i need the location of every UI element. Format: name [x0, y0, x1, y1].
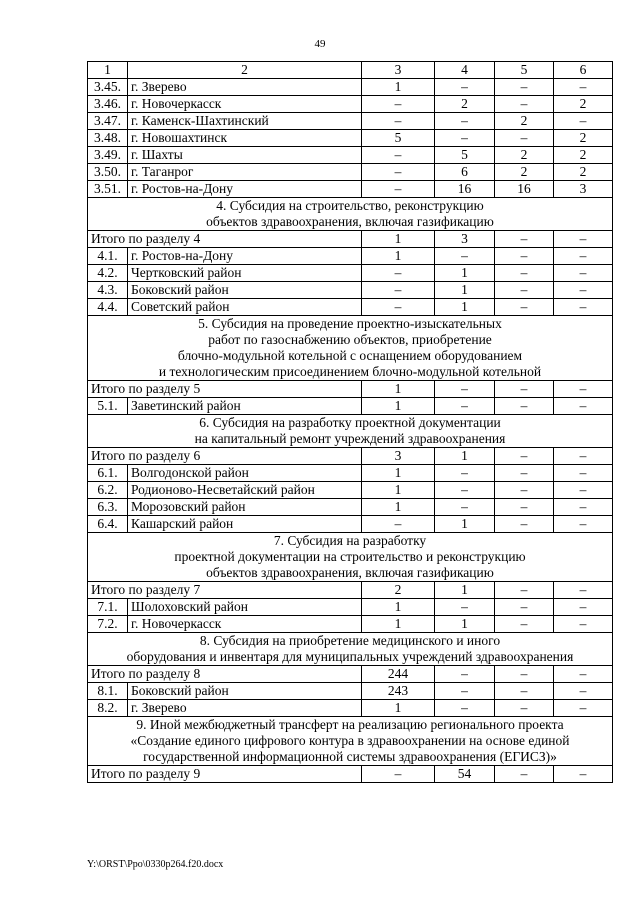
- value-cell: –: [435, 113, 495, 130]
- section-heading: [88, 717, 613, 766]
- value-cell: –: [435, 599, 495, 616]
- row-name: Кашарский район: [128, 516, 362, 533]
- value-cell: –: [495, 248, 554, 265]
- value-cell: 2: [554, 147, 613, 164]
- value-cell: –: [495, 616, 554, 633]
- table-row: [88, 599, 613, 616]
- value-cell: –: [495, 766, 554, 783]
- table-row: [88, 265, 613, 282]
- value-cell: 54: [435, 766, 495, 783]
- value-cell: –: [495, 398, 554, 415]
- row-number: 8.1.: [88, 683, 128, 700]
- value-cell: –: [554, 516, 613, 533]
- value-cell: 1: [362, 79, 435, 96]
- total-label: Итого по разделу 9: [88, 766, 362, 783]
- row-number: 6.1.: [88, 465, 128, 482]
- value-cell: –: [435, 683, 495, 700]
- row-name: г. Новочеркасск: [128, 96, 362, 113]
- value-cell: –: [495, 683, 554, 700]
- value-cell: 1: [362, 465, 435, 482]
- section-heading-line: объектов здравоохранения, включая газификацию: [206, 214, 494, 229]
- value-cell: –: [495, 465, 554, 482]
- value-cell: 3: [554, 181, 613, 198]
- value-cell: –: [495, 265, 554, 282]
- table-row: [88, 516, 613, 533]
- value-cell: –: [362, 147, 435, 164]
- value-cell: –: [495, 381, 554, 398]
- row-name: Чертковский район: [128, 265, 362, 282]
- value-cell: 1: [362, 599, 435, 616]
- section-heading-line: 6. Субсидия на разработку проектной документации: [199, 415, 501, 430]
- value-cell: –: [362, 282, 435, 299]
- value-cell: 3: [362, 448, 435, 465]
- value-cell: –: [554, 666, 613, 683]
- section-heading-line: оборудования и инвентаря для муниципальных учреждений здравоохранения: [126, 649, 574, 664]
- row-name: Шолоховский район: [128, 599, 362, 616]
- value-cell: –: [362, 299, 435, 316]
- row-number: 5.1.: [88, 398, 128, 415]
- value-cell: –: [554, 113, 613, 130]
- table-row: [88, 248, 613, 265]
- row-name: г. Новочеркасск: [128, 616, 362, 633]
- row-number: 4.3.: [88, 282, 128, 299]
- row-number: 7.1.: [88, 599, 128, 616]
- value-cell: –: [554, 683, 613, 700]
- value-cell: 1: [435, 582, 495, 599]
- value-cell: 2: [495, 113, 554, 130]
- section-heading-line: и технологическим присоединением блочно-модульной котельной: [158, 364, 542, 379]
- section-heading-row: [88, 717, 613, 766]
- value-cell: –: [554, 465, 613, 482]
- header-cell: 2: [128, 62, 362, 79]
- section-heading-line: блочно-модульной котельной с оснащением оборудованием: [177, 348, 523, 363]
- value-cell: –: [495, 79, 554, 96]
- value-cell: –: [554, 299, 613, 316]
- row-name: Заветинский район: [128, 398, 362, 415]
- row-number: 3.45.: [88, 79, 128, 96]
- value-cell: –: [495, 700, 554, 717]
- value-cell: –: [435, 666, 495, 683]
- value-cell: 16: [495, 181, 554, 198]
- value-cell: 2: [554, 164, 613, 181]
- row-name: Морозовский район: [128, 499, 362, 516]
- value-cell: 1: [362, 398, 435, 415]
- value-cell: 16: [435, 181, 495, 198]
- value-cell: 6: [435, 164, 495, 181]
- section-heading: [88, 533, 613, 582]
- section-total-row: [88, 582, 613, 599]
- value-cell: –: [554, 231, 613, 248]
- value-cell: –: [554, 248, 613, 265]
- footer-file-path: Y:\ORST\Ppo\0330p264.f20.docx: [87, 859, 224, 870]
- value-cell: –: [435, 465, 495, 482]
- value-cell: 1: [362, 700, 435, 717]
- value-cell: 1: [435, 282, 495, 299]
- section-heading-line: «Создание единого цифрового контура в здравоохранении на основе единой: [130, 733, 570, 748]
- table-row: [88, 79, 613, 96]
- value-cell: 3: [435, 231, 495, 248]
- table-row: [88, 164, 613, 181]
- row-number: 3.49.: [88, 147, 128, 164]
- value-cell: 1: [362, 381, 435, 398]
- header-cell: 1: [88, 62, 128, 79]
- section-heading-line: 8. Субсидия на приобретение медицинского и иного: [199, 633, 501, 648]
- value-cell: –: [554, 482, 613, 499]
- total-label: Итого по разделу 5: [88, 381, 362, 398]
- value-cell: 1: [435, 616, 495, 633]
- table-row: [88, 130, 613, 147]
- value-cell: 2: [435, 96, 495, 113]
- value-cell: –: [495, 448, 554, 465]
- value-cell: 1: [435, 448, 495, 465]
- value-cell: –: [435, 79, 495, 96]
- section-heading-row: [88, 533, 613, 582]
- value-cell: –: [554, 599, 613, 616]
- section-total-row: [88, 666, 613, 683]
- table-row: [88, 482, 613, 499]
- value-cell: –: [554, 79, 613, 96]
- value-cell: 1: [362, 231, 435, 248]
- value-cell: 1: [362, 616, 435, 633]
- value-cell: –: [554, 616, 613, 633]
- value-cell: 2: [362, 582, 435, 599]
- row-number: 3.50.: [88, 164, 128, 181]
- value-cell: 2: [495, 147, 554, 164]
- value-cell: 2: [554, 96, 613, 113]
- section-heading-line: государственной информационной системы здравоохранения (ЕГИСЗ)»: [143, 749, 557, 764]
- value-cell: 2: [554, 130, 613, 147]
- row-name: г. Каменск-Шахтинский: [128, 113, 362, 130]
- row-number: 3.47.: [88, 113, 128, 130]
- row-number: 4.1.: [88, 248, 128, 265]
- table-row: [88, 499, 613, 516]
- value-cell: 1: [435, 516, 495, 533]
- value-cell: 5: [435, 147, 495, 164]
- section-heading-line: 4. Субсидия на строительство, реконструкцию: [216, 198, 484, 213]
- value-cell: –: [554, 265, 613, 282]
- section-heading-line: работ по газоснабжению объектов, приобретение: [208, 332, 492, 347]
- value-cell: –: [554, 582, 613, 599]
- row-name: Родионово-Несветайский район: [128, 482, 362, 499]
- section-heading: [88, 316, 613, 381]
- table-header-row: [88, 62, 613, 79]
- value-cell: –: [362, 181, 435, 198]
- row-number: 4.4.: [88, 299, 128, 316]
- page-number: 49: [314, 38, 326, 50]
- row-name: Волгодонской район: [128, 465, 362, 482]
- section-total-row: [88, 766, 613, 783]
- section-heading-row: [88, 198, 613, 231]
- header-cell: 3: [362, 62, 435, 79]
- value-cell: –: [362, 265, 435, 282]
- value-cell: 2: [495, 164, 554, 181]
- row-name: г. Таганрог: [128, 164, 362, 181]
- row-number: 3.46.: [88, 96, 128, 113]
- row-name: г. Шахты: [128, 147, 362, 164]
- header-cell: 5: [495, 62, 554, 79]
- value-cell: –: [362, 164, 435, 181]
- header-cell: 4: [435, 62, 495, 79]
- row-number: 7.2.: [88, 616, 128, 633]
- value-cell: –: [362, 96, 435, 113]
- value-cell: –: [435, 398, 495, 415]
- table-row: [88, 616, 613, 633]
- section-heading-line: 5. Субсидия на проведение проектно-изыскательных: [198, 316, 502, 331]
- value-cell: –: [554, 766, 613, 783]
- value-cell: 1: [362, 248, 435, 265]
- value-cell: –: [495, 582, 554, 599]
- section-heading-line: объектов здравоохранения, включая газификацию: [206, 565, 494, 580]
- section-heading-line: проектной документации на строительство и реконструкцию: [174, 549, 526, 564]
- row-name: г. Ростов-на-Дону: [128, 248, 362, 265]
- table-row: [88, 181, 613, 198]
- value-cell: –: [362, 113, 435, 130]
- value-cell: –: [554, 381, 613, 398]
- value-cell: –: [554, 282, 613, 299]
- value-cell: –: [495, 516, 554, 533]
- value-cell: 244: [362, 666, 435, 683]
- table-row: [88, 96, 613, 113]
- value-cell: –: [362, 516, 435, 533]
- data-table: [87, 61, 613, 783]
- value-cell: –: [495, 599, 554, 616]
- row-name: Советский район: [128, 299, 362, 316]
- table-row: [88, 683, 613, 700]
- value-cell: –: [495, 482, 554, 499]
- section-heading-row: [88, 316, 613, 381]
- section-heading-row: [88, 633, 613, 666]
- row-name: г. Новошахтинск: [128, 130, 362, 147]
- value-cell: –: [435, 482, 495, 499]
- row-name: г. Ростов-на-Дону: [128, 181, 362, 198]
- header-cell: 6: [554, 62, 613, 79]
- section-heading-line: на капитальный ремонт учреждений здравоохранения: [194, 431, 506, 446]
- value-cell: 1: [435, 299, 495, 316]
- section-total-row: [88, 448, 613, 465]
- value-cell: –: [554, 700, 613, 717]
- total-label: Итого по разделу 4: [88, 231, 362, 248]
- table-row: [88, 299, 613, 316]
- section-heading-line: 7. Субсидия на разработку: [273, 533, 427, 548]
- row-number: 3.51.: [88, 181, 128, 198]
- row-number: 4.2.: [88, 265, 128, 282]
- row-name: г. Зверево: [128, 79, 362, 96]
- value-cell: 5: [362, 130, 435, 147]
- section-heading: [88, 633, 613, 666]
- row-number: 6.3.: [88, 499, 128, 516]
- table-row: [88, 282, 613, 299]
- row-number: 6.4.: [88, 516, 128, 533]
- section-total-row: [88, 231, 613, 248]
- table-row: [88, 113, 613, 130]
- section-heading: [88, 198, 613, 231]
- value-cell: –: [362, 766, 435, 783]
- value-cell: –: [435, 499, 495, 516]
- value-cell: –: [554, 398, 613, 415]
- total-label: Итого по разделу 6: [88, 448, 362, 465]
- section-heading: [88, 415, 613, 448]
- row-number: 8.2.: [88, 700, 128, 717]
- value-cell: –: [435, 700, 495, 717]
- section-heading-line: 9. Иной межбюджетный трансферт на реализацию регионального проекта: [136, 717, 564, 732]
- value-cell: 1: [362, 482, 435, 499]
- section-total-row: [88, 381, 613, 398]
- value-cell: –: [495, 130, 554, 147]
- value-cell: –: [495, 96, 554, 113]
- value-cell: –: [435, 248, 495, 265]
- value-cell: 243: [362, 683, 435, 700]
- value-cell: –: [435, 381, 495, 398]
- row-name: Боковский район: [128, 282, 362, 299]
- total-label: Итого по разделу 7: [88, 582, 362, 599]
- table-row: [88, 147, 613, 164]
- value-cell: –: [495, 499, 554, 516]
- value-cell: –: [435, 130, 495, 147]
- table-row: [88, 700, 613, 717]
- section-heading-row: [88, 415, 613, 448]
- total-label: Итого по разделу 8: [88, 666, 362, 683]
- value-cell: –: [495, 282, 554, 299]
- value-cell: –: [495, 231, 554, 248]
- table-row: [88, 398, 613, 415]
- value-cell: 1: [362, 499, 435, 516]
- value-cell: –: [495, 299, 554, 316]
- row-number: 3.48.: [88, 130, 128, 147]
- table-row: [88, 465, 613, 482]
- value-cell: 1: [435, 265, 495, 282]
- value-cell: –: [495, 666, 554, 683]
- value-cell: –: [554, 448, 613, 465]
- value-cell: –: [554, 499, 613, 516]
- row-name: г. Зверево: [128, 700, 362, 717]
- row-number: 6.2.: [88, 482, 128, 499]
- row-name: Боковский район: [128, 683, 362, 700]
